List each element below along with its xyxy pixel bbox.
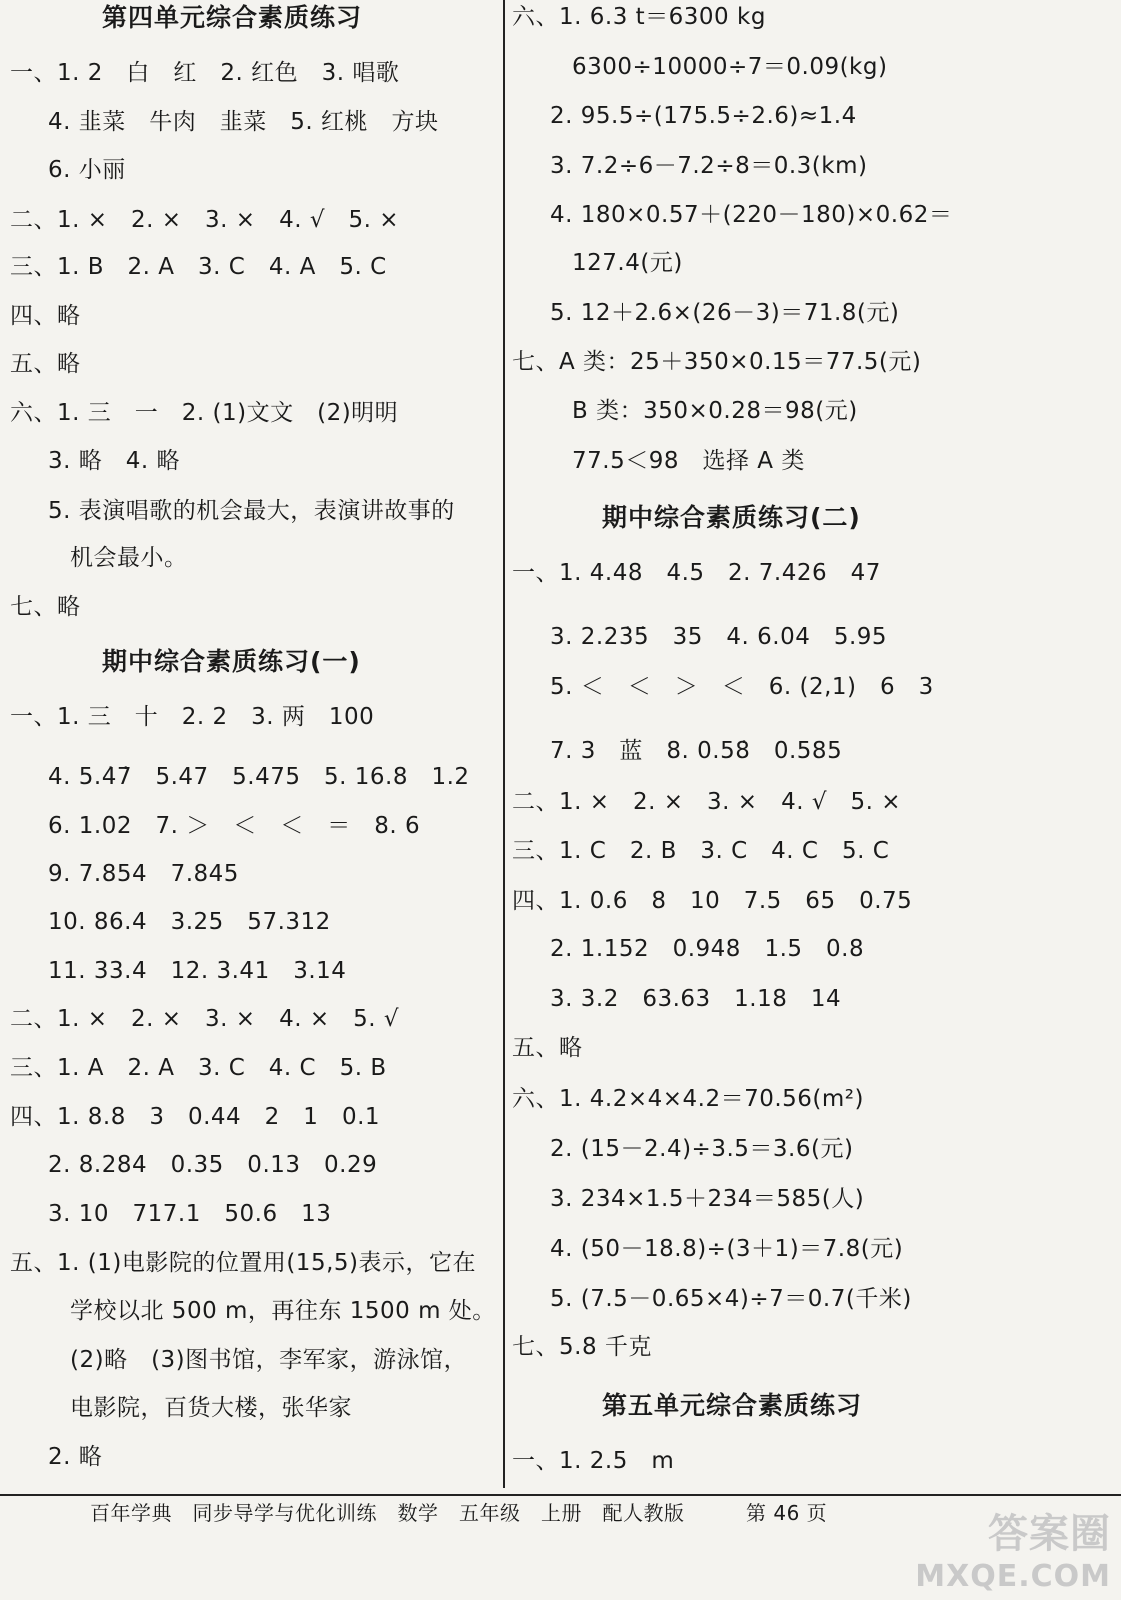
answer-line: 四、1. 0.6 8 10 7.5 65 0.75 xyxy=(512,888,913,914)
answer-line: 7. 3 蓝 8. 0.58̇ 0.585 xyxy=(550,738,843,764)
answer-line: 学校以北 500 m，再往东 1500 m 处。 xyxy=(70,1298,496,1324)
answer-line: 一、1. 三 十 2. 2 3. 两 100 xyxy=(10,704,375,730)
answer-line: 2. 8.284 0.35 0.13 0.29 xyxy=(48,1152,378,1178)
answer-line: 电影院，百货大楼，张华家 xyxy=(70,1395,352,1421)
answer-line: 一、1. 4.48 4.5 2. 7.426 47 xyxy=(512,560,881,586)
section-heading-unit5: 第五单元综合素质练习 xyxy=(602,1391,863,1420)
answer-line: 4. (50－18.8)÷(3＋1)＝7.8(元) xyxy=(550,1236,904,1262)
answer-line: 七、略 xyxy=(10,594,81,620)
answer-line: 6. 小丽 xyxy=(48,157,126,183)
answer-line: 2. 95.5÷(175.5÷2.6)≈1.4 xyxy=(550,103,857,129)
answer-line: 2. 略 xyxy=(48,1444,103,1470)
answer-line: 9. 7.854 7.845 xyxy=(48,861,239,887)
answer-line: 5. 12＋2.6×(26－3)＝71.8(元) xyxy=(550,300,900,326)
watermark-logo xyxy=(915,1502,1111,1594)
answer-line: 一、1. 2.5 m xyxy=(512,1448,675,1474)
answer-line: 五、1. (1)电影院的位置用(15,5)表示，它在 xyxy=(10,1250,476,1276)
answer-line: B 类：350×0.28＝98(元) xyxy=(572,398,858,424)
section-heading-midterm-1: 期中综合素质练习(一) xyxy=(102,647,361,676)
answer-line: 五、略 xyxy=(10,351,81,377)
answer-line: 3. 2.23̇5̇ 35 4. 6.04 5.95 xyxy=(550,624,888,650)
answer-line: 77.5＜98 选择 A 类 xyxy=(572,448,805,474)
column-divider xyxy=(503,0,505,1488)
answer-line: 一、1. 2 白 红 2. 红色 3. 唱歌 xyxy=(10,60,400,86)
section-heading-unit4: 第四单元综合素质练习 xyxy=(102,3,363,32)
answer-line: (2)略 (3)图书馆，李军家，游泳馆， xyxy=(70,1347,468,1373)
answer-line: 六、1. 6.3 t＝6300 kg xyxy=(512,4,766,30)
answer-line: 4. 韭菜 牛肉 韭菜 5. 红桃 方块 xyxy=(48,109,439,135)
answer-line: 三、1. A 2. A 3. C 4. C 5. B xyxy=(10,1055,387,1081)
answer-line: 6300÷10000÷7＝0.09(kg) xyxy=(572,54,888,80)
answer-line: 机会最小。 xyxy=(70,545,188,571)
answer-line: 七、5.8 千克 xyxy=(512,1334,652,1360)
answer-line: 6. 1.02 7. ＞ ＜ ＜ ＝ 8. 6 xyxy=(48,813,421,839)
answer-line: 5. ＜ ＜ ＞ ＜ 6. (2,1) 6 3 xyxy=(550,674,934,700)
answer-line: 4. 180×0.57＋(220－180)×0.62＝ xyxy=(550,202,953,228)
section-heading-midterm-2: 期中综合素质练习(二) xyxy=(602,503,861,532)
answer-line: 4. 5.4̇7̇ 5.47 5.475 5. 16.8 1.2 xyxy=(48,764,470,790)
answer-line: 二、1. × 2. × 3. × 4. √ 5. × xyxy=(512,789,902,815)
answer-line: 六、1. 三 一 2. (1)文文 (2)明明 xyxy=(10,400,399,426)
answer-line: 七、A 类：25＋350×0.15＝77.5(元) xyxy=(512,349,922,375)
answer-line: 3. 7.2÷6－7.2÷8＝0.3(km) xyxy=(550,153,868,179)
answer-line: 二、1. × 2. × 3. × 4. × 5. √ xyxy=(10,1006,400,1032)
answer-line: 四、略 xyxy=(10,303,81,329)
answer-line: 3. 10 717.1 50.6 13 xyxy=(48,1201,332,1227)
answer-line: 5. (7.5－0.65×4)÷7＝0.7(千米) xyxy=(550,1286,912,1312)
answer-line: 五、略 xyxy=(512,1035,583,1061)
answer-line: 5. 表演唱歌的机会最大，表演讲故事的 xyxy=(48,498,455,524)
footer-rule xyxy=(0,1494,1121,1496)
answer-line: 六、1. 4.2×4×4.2＝70.56(m²) xyxy=(512,1086,865,1112)
answer-line: 四、1. 8.8 3 0.44 2 1 0.1 xyxy=(10,1104,381,1130)
answer-line: 3. 略 4. 略 xyxy=(48,448,181,474)
answer-line: 2. 1.152 0.948 1.5 0.8 xyxy=(550,936,865,962)
watermark-url: MXQE.COM xyxy=(915,1559,1111,1594)
page-footer: 百年学典 同步导学与优化训练 数学 五年级 上册 配人教版 第 46 页 xyxy=(90,1501,828,1525)
answer-line: 10. 86.4 3.25 57.312 xyxy=(48,909,331,935)
answer-line: 三、1. B 2. A 3. C 4. A 5. C xyxy=(10,254,387,280)
answer-line: 二、1. × 2. × 3. × 4. √ 5. × xyxy=(10,207,400,233)
answer-line: 3. 234×1.5＋234＝585(人) xyxy=(550,1186,865,1212)
answer-line: 11. 33.4 12. 3.41 3.14 xyxy=(48,958,347,984)
answer-line: 127.4(元) xyxy=(572,250,683,276)
answer-line: 三、1. C 2. B 3. C 4. C 5. C xyxy=(512,838,890,864)
answer-line: 3. 3.2 63.63 1.18 14 xyxy=(550,986,842,1012)
answer-line: 2. (15－2.4)÷3.5＝3.6(元) xyxy=(550,1136,854,1162)
watermark-cn: 答案圈 xyxy=(988,1511,1111,1557)
